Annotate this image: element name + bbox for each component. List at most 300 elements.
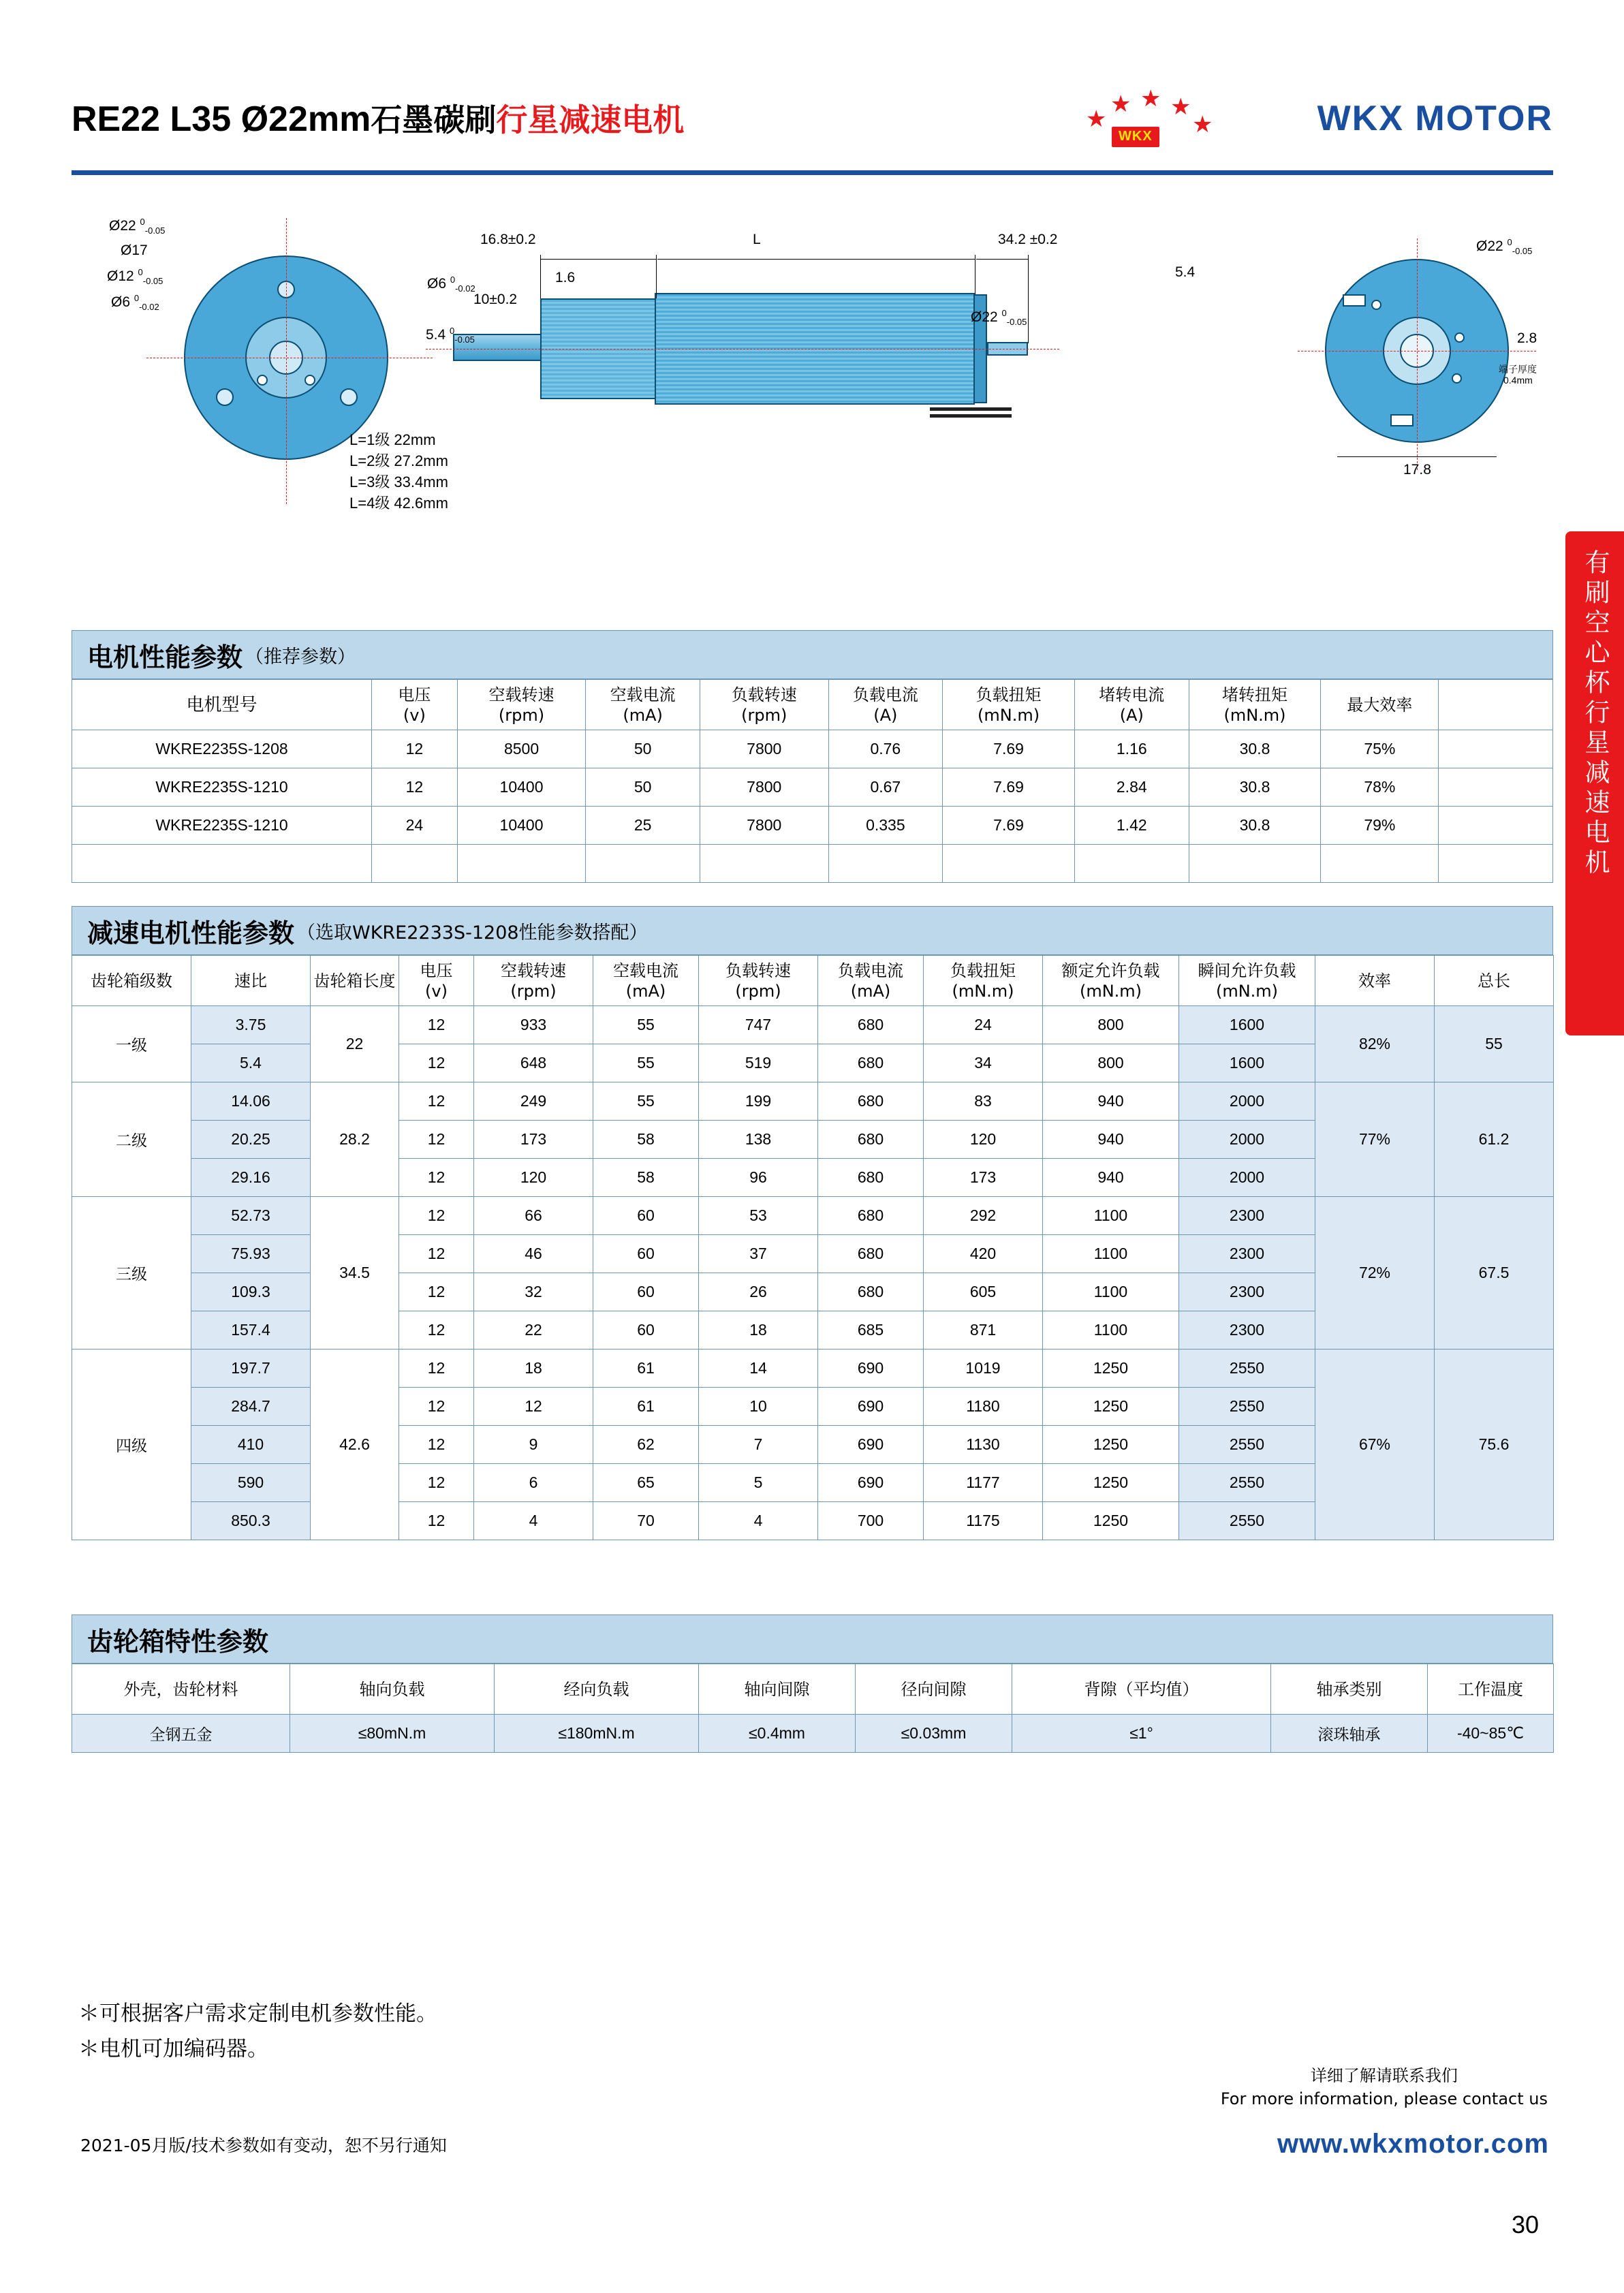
contact-block [1221,2064,1548,2110]
cell-load-torque: 1130 [924,1426,1043,1464]
table-row [72,1006,1554,1044]
cell-noload-current: 65 [593,1464,699,1502]
star-icon: ★ [1110,91,1131,117]
cell-load-speed: 7800 [700,768,828,807]
contact-cn: 详细了解请联系我们 [1310,2066,1458,2085]
cell-voltage: 12 [399,1388,474,1426]
gearmotor-performance-title [72,906,1553,955]
cell-ratio: 52.73 [191,1197,311,1235]
star-icon: ★ [1140,86,1161,112]
cell-noload-speed: 8500 [457,730,586,768]
stage-length-item: L=3级 33.4mm [349,473,448,490]
gearbox-characteristics-table [72,1664,1554,1753]
cell-load-torque: 7.69 [943,807,1075,845]
cell-stall-current [1074,845,1189,883]
cell-load-current: 0.335 [828,807,943,845]
ext-line [656,255,657,298]
cell-load-torque: 292 [924,1197,1043,1235]
rear-hole [1452,373,1462,384]
cell-rated-load: 1100 [1043,1197,1179,1235]
cell-rated-load: 940 [1043,1121,1179,1159]
cell-noload-speed: 9 [474,1426,593,1464]
cell-load-speed: 53 [699,1197,818,1235]
table-row [72,1350,1554,1388]
contact-en: For more information, please contact us [1220,2089,1548,2108]
cell-noload-current: 55 [593,1044,699,1082]
cell-operating-temp: -40~85℃ [1428,1715,1554,1753]
cell-extra [1439,768,1553,807]
cell-axial-load: ≤80mN.m [290,1715,495,1753]
cell-ratio: 197.7 [191,1350,311,1388]
cell-load-torque: 1177 [924,1464,1043,1502]
motor-performance-title-cn: 电机性能参数 [87,642,243,672]
col-total-length: 总长 [1435,956,1554,1006]
cell-load-speed: 10 [699,1388,818,1426]
cell-max-efficiency: 79% [1321,807,1439,845]
brand-name: WKX MOTOR [1317,99,1553,138]
cell-stage: 一级 [72,1006,191,1082]
col-model: 电机型号 [72,680,372,730]
cell-rated-load: 1250 [1043,1388,1179,1426]
cell-ratio: 284.7 [191,1388,311,1426]
cell-peak-load: 2550 [1179,1350,1315,1388]
col-noload-current: 空载电流 (mA) [586,680,700,730]
cell-peak-load: 2300 [1179,1311,1315,1350]
col-extra [1439,680,1553,730]
cell-voltage: 12 [372,768,458,807]
cell-stall-torque [1189,845,1321,883]
cell-load-speed: 5 [699,1464,818,1502]
cell-noload-speed: 46 [474,1235,593,1273]
cell-voltage: 12 [399,1426,474,1464]
cell-total-length: 61.2 [1435,1082,1554,1197]
cell-max-efficiency: 75% [1321,730,1439,768]
footnotes [78,1996,437,2067]
stage-length-list [349,429,448,514]
cell-radial-load: ≤180mN.m [495,1715,699,1753]
cell-ratio: 29.16 [191,1159,311,1197]
gearmotor-performance-section [72,906,1553,1540]
cell-load-current: 680 [818,1235,924,1273]
table-row [72,807,1553,845]
cell-noload-speed: 32 [474,1273,593,1311]
cell-rated-load: 1250 [1043,1502,1179,1540]
cell-voltage: 12 [399,1006,474,1044]
cell-load-current: 680 [818,1197,924,1235]
cell-voltage: 12 [399,1082,474,1121]
cell-load-current: 680 [818,1273,924,1311]
cell-load-speed: 199 [699,1082,818,1121]
logo-wordmark: WKX [1112,127,1159,147]
cell-rated-load: 1250 [1043,1464,1179,1502]
table-row [72,1082,1554,1121]
cell-rated-load: 1100 [1043,1273,1179,1311]
terminal-tab [1343,294,1366,307]
cell-peak-load: 1600 [1179,1006,1315,1044]
footnote-1: ＊可根据客户需求定制电机参数性能。 [78,2001,437,2026]
cell-rated-load: 1250 [1043,1350,1179,1388]
cell-peak-load: 2550 [1179,1388,1315,1426]
side-tab [1565,531,1624,1035]
cell-rated-load: 1100 [1043,1311,1179,1350]
cell-noload-speed: 120 [474,1159,593,1197]
cell-load-speed: 138 [699,1121,818,1159]
col-radial-load: 经向负载 [495,1664,699,1715]
centerline-v [1417,238,1418,470]
cell-gear-length: 22 [311,1006,399,1082]
cell-voltage: 12 [372,730,458,768]
cell-noload-current: 70 [593,1502,699,1540]
cell-voltage: 12 [399,1273,474,1311]
cell-voltage: 12 [399,1464,474,1502]
front-hole [340,388,358,406]
cell-ratio: 109.3 [191,1273,311,1311]
stage-length-item: L=4级 42.6mm [349,495,448,512]
table-row [72,1715,1554,1753]
col-noload-current: 空载电流 (mA) [593,956,699,1006]
dim-line [657,259,975,260]
cell-noload-current: 62 [593,1426,699,1464]
cell-voltage: 12 [399,1502,474,1540]
cell-load-torque: 120 [924,1121,1043,1159]
col-bearing-type: 轴承类别 [1271,1664,1428,1715]
col-load-current: 负载电流 (mA) [818,956,924,1006]
cell-peak-load: 2300 [1179,1197,1315,1235]
cell-load-speed: 96 [699,1159,818,1197]
cell-noload-speed: 933 [474,1006,593,1044]
dim-line [1337,456,1497,457]
cell-noload-speed: 18 [474,1350,593,1388]
cell-load-current: 680 [818,1006,924,1044]
col-noload-speed: 空载转速 (rpm) [457,680,586,730]
col-noload-speed: 空载转速 (rpm) [474,956,593,1006]
cell-load-torque: 24 [924,1006,1043,1044]
cell-load-current: 680 [818,1121,924,1159]
cell-model: WKRE2235S-1208 [72,730,372,768]
page-title [72,95,684,140]
brush-type-label: 石墨碳刷 [371,102,497,138]
cell-peak-load: 2000 [1179,1121,1315,1159]
cell-load-current: 0.67 [828,768,943,807]
cell-ratio: 410 [191,1426,311,1464]
col-ratio: 速比 [191,956,311,1006]
col-gear-length: 齿轮箱长度 [311,956,399,1006]
cell-stage: 三级 [72,1197,191,1350]
cell-rated-load: 940 [1043,1159,1179,1197]
col-axial-play: 轴向间隙 [699,1664,856,1715]
cell-peak-load: 2000 [1179,1159,1315,1197]
cell-ratio: 5.4 [191,1044,311,1082]
product-type-label: 行星减速电机 [496,102,685,138]
cell-noload-speed: 249 [474,1082,593,1121]
cell-noload-speed: 66 [474,1197,593,1235]
col-radial-play: 径向间隙 [856,1664,1012,1715]
cell-noload-current: 58 [593,1159,699,1197]
cell-noload-current [586,845,700,883]
dim-d12: Ø12 $^0_{-0.05}$ [107,267,163,287]
dim-d22-body: Ø22 $^0_{-0.05}$ [971,308,1027,328]
gearbox-characteristics-section [72,1615,1553,1753]
cell-load-current: 700 [818,1502,924,1540]
cell-load-speed: 747 [699,1006,818,1044]
cell-max-efficiency [1321,845,1439,883]
cell-load-speed: 7800 [700,730,828,768]
cell-stage: 四级 [72,1350,191,1540]
cell-load-torque: 605 [924,1273,1043,1311]
cell-voltage: 12 [399,1159,474,1197]
cell-stall-torque: 30.8 [1189,768,1321,807]
cell-stall-torque: 30.8 [1189,807,1321,845]
cell-load-current [828,845,943,883]
col-operating-temp: 工作温度 [1428,1664,1554,1715]
cell-load-torque: 7.69 [943,768,1075,807]
cell-noload-current: 55 [593,1082,699,1121]
cell-backlash: ≤1° [1012,1715,1271,1753]
cell-load-torque: 871 [924,1311,1043,1350]
table-header-row [72,956,1554,1006]
rear-hole [1454,332,1465,343]
cell-noload-current: 50 [586,768,700,807]
ext-line [1028,255,1029,343]
cell-noload-current: 61 [593,1350,699,1388]
cell-extra [1439,807,1553,845]
cell-total-length: 75.6 [1435,1350,1554,1540]
cell-noload-current: 25 [586,807,700,845]
dim-d17: Ø17 [121,243,148,258]
motor-performance-title-sub: （推荐参数） [245,646,356,668]
cell-gear-length: 28.2 [311,1082,399,1197]
cell-noload-speed: 10400 [457,768,586,807]
cell-voltage: 12 [399,1044,474,1082]
cell-noload-speed: 6 [474,1464,593,1502]
cell-load-speed: 37 [699,1235,818,1273]
cell-gear-length: 34.5 [311,1197,399,1350]
cell-stall-torque: 30.8 [1189,730,1321,768]
ext-line [540,255,541,298]
cell-load-torque: 1180 [924,1388,1043,1426]
dim-line [976,259,1028,260]
cell-peak-load: 2300 [1179,1235,1315,1273]
stage-length-item: L=2级 27.2mm [349,452,448,469]
dim-28: 2.8 [1517,330,1537,346]
website-link[interactable]: www.wkxmotor.com [1277,2129,1549,2159]
col-axial-load: 轴向负载 [290,1664,495,1715]
dim-10: 10±0.2 [473,292,518,307]
cell-voltage: 12 [399,1235,474,1273]
gearmotor-table-body [72,1006,1554,1540]
cell-stall-current: 1.42 [1074,807,1189,845]
col-load-torque: 负载扭矩 (mN.m) [943,680,1075,730]
star-icon: ★ [1170,94,1191,120]
col-stage: 齿轮箱级数 [72,956,191,1006]
cell-peak-load: 2550 [1179,1426,1315,1464]
cell-noload-current: 60 [593,1311,699,1350]
dim-54: 5.4 $^0_{-0.05}$ [426,326,475,345]
cell-extra [1439,730,1553,768]
cell-gear-length: 42.6 [311,1350,399,1540]
col-backlash: 背隙（平均值） [1012,1664,1271,1715]
motor-performance-section [72,630,1553,883]
front-small-hole [304,375,315,386]
cell-noload-speed: 10400 [457,807,586,845]
col-load-speed: 负载转速 (rpm) [700,680,828,730]
col-load-current: 负载电流 (A) [828,680,943,730]
rear-hole [1371,300,1381,310]
revision-note: 2021-05月版/技术参数如有变动，恕不另行通知 [80,2136,447,2155]
cell-max-efficiency: 78% [1321,768,1439,807]
cell-rated-load: 1250 [1043,1426,1179,1464]
cell-voltage: 12 [399,1350,474,1388]
cell-voltage: 24 [372,807,458,845]
cell-ratio: 14.06 [191,1082,311,1121]
dim-16: 1.6 [555,270,576,285]
cell-load-current: 0.76 [828,730,943,768]
cell-load-current: 685 [818,1311,924,1350]
cell-load-current: 690 [818,1426,924,1464]
cell-ratio: 3.75 [191,1006,311,1044]
star-icon: ★ [1192,112,1213,138]
cell-axial-play: ≤0.4mm [699,1715,856,1753]
cell-load-torque: 1175 [924,1502,1043,1540]
note-terminal-thickness-value: 0.4mm [1503,375,1533,386]
cell-voltage: 12 [399,1197,474,1235]
cell-load-speed: 18 [699,1311,818,1350]
rear-view [1318,245,1543,470]
dim-d6-shaft: Ø6 $^0_{-0.02}$ [427,275,475,294]
cell-ratio: 590 [191,1464,311,1502]
cell-peak-load: 2550 [1179,1464,1315,1502]
motor-performance-title [72,630,1553,679]
note-terminal-thickness: 端子厚度 [1499,364,1537,375]
page-header [72,82,1553,170]
technical-drawing [72,204,1553,613]
cell-stall-current: 1.16 [1074,730,1189,768]
cell-peak-load: 2000 [1179,1082,1315,1121]
dim-line [540,259,656,260]
col-load-torque: 负载扭矩 (mN.m) [924,956,1043,1006]
cell-load-current: 680 [818,1044,924,1082]
cell-load-current: 680 [818,1159,924,1197]
cell-load-current: 690 [818,1388,924,1426]
star-icon: ★ [1086,106,1107,132]
cell-ratio: 20.25 [191,1121,311,1159]
col-rated-load: 额定允许负载 (mN.m) [1043,956,1179,1006]
cell-noload-current: 58 [593,1121,699,1159]
table-row [72,1197,1554,1235]
cell-rated-load: 800 [1043,1044,1179,1082]
stage-length-item: L=1级 22mm [349,431,436,448]
cell-noload-current: 60 [593,1273,699,1311]
table-row [72,730,1553,768]
cell-ratio: 850.3 [191,1502,311,1540]
col-voltage: 电压 (v) [399,956,474,1006]
cell-efficiency: 67% [1315,1350,1435,1540]
cell-load-torque: 34 [924,1044,1043,1082]
side-tab-label: 有刷空心杯行星减速电机 [1580,549,1610,879]
cell-load-speed: 7800 [700,807,828,845]
dim-178: 17.8 [1403,462,1431,478]
col-stall-torque: 堵转扭矩 (mN.m) [1189,680,1321,730]
cell-load-torque: 1019 [924,1350,1043,1388]
cell-efficiency: 72% [1315,1197,1435,1350]
cell-stage: 二级 [72,1082,191,1197]
dim-342: 34.2 ±0.2 [998,232,1058,247]
cell-load-speed: 4 [699,1502,818,1540]
front-small-hole [257,375,268,386]
terminal-lead [930,414,1012,418]
cell-noload-current: 60 [593,1235,699,1273]
cell-model: WKRE2235S-1210 [72,807,372,845]
cell-load-speed [700,845,828,883]
cell-peak-load: 2550 [1179,1502,1315,1540]
cell-load-torque: 7.69 [943,730,1075,768]
model-code: RE22 L35 Ø22mm [72,99,371,139]
table-row [72,768,1553,807]
cell-load-torque: 173 [924,1159,1043,1197]
dim-L: L [753,232,761,247]
cell-noload-speed: 22 [474,1311,593,1350]
cell-total-length: 55 [1435,1006,1554,1082]
gearmotor-performance-title-sub: （选取WKRE2233S-1208性能参数搭配） [297,922,648,943]
cell-load-current: 680 [818,1082,924,1121]
cell-noload-current: 60 [593,1197,699,1235]
centerline-v [286,218,287,504]
page-number: 30 [1511,2211,1539,2239]
cell-efficiency: 77% [1315,1082,1435,1197]
col-stall-current: 堵转电流 (A) [1074,680,1189,730]
cell-noload-speed: 173 [474,1121,593,1159]
gearbox-characteristics-title-cn: 齿轮箱特性参数 [87,1626,269,1657]
cell-load-speed: 14 [699,1350,818,1388]
table-header-row [72,680,1553,730]
front-hole [216,388,234,406]
gearmotor-performance-title-cn: 减速电机性能参数 [87,918,295,948]
col-max-efficiency: 最大效率 [1321,680,1439,730]
cell-model: WKRE2235S-1210 [72,768,372,807]
cell-load-speed: 26 [699,1273,818,1311]
col-peak-load: 瞬间允许负载 (mN.m) [1179,956,1315,1006]
terminal-tab [1390,414,1414,426]
cell-noload-speed: 648 [474,1044,593,1082]
cell-ratio: 75.93 [191,1235,311,1273]
cell-model [72,845,372,883]
cell-rated-load: 1100 [1043,1235,1179,1273]
cell-load-torque: 420 [924,1235,1043,1273]
header-divider [72,170,1553,175]
cell-noload-current: 61 [593,1388,699,1426]
motor-performance-table [72,679,1553,883]
dim-168: 16.8±0.2 [480,232,536,247]
col-load-speed: 负载转速 (rpm) [699,956,818,1006]
gearbox-characteristics-title [72,1615,1553,1664]
cell-voltage: 12 [399,1311,474,1350]
col-housing-material: 外壳，齿轮材料 [72,1664,290,1715]
cell-voltage: 12 [399,1121,474,1159]
cell-rated-load: 940 [1043,1082,1179,1121]
col-voltage: 电压 (v) [372,680,458,730]
gearmotor-performance-table [72,955,1554,1540]
cell-noload-speed: 12 [474,1388,593,1426]
cell-noload-current: 55 [593,1006,699,1044]
cell-load-speed: 7 [699,1426,818,1464]
dim-d22-left: Ø22 $^0_{-0.05}$ [109,217,166,236]
cell-noload-speed: 4 [474,1502,593,1540]
col-efficiency: 效率 [1315,956,1435,1006]
cell-bearing-type: 滚珠轴承 [1271,1715,1428,1753]
cell-load-current: 690 [818,1350,924,1388]
cell-voltage [372,845,458,883]
dim-d22-right: Ø22 $^0_{-0.05}$ [1476,237,1533,257]
